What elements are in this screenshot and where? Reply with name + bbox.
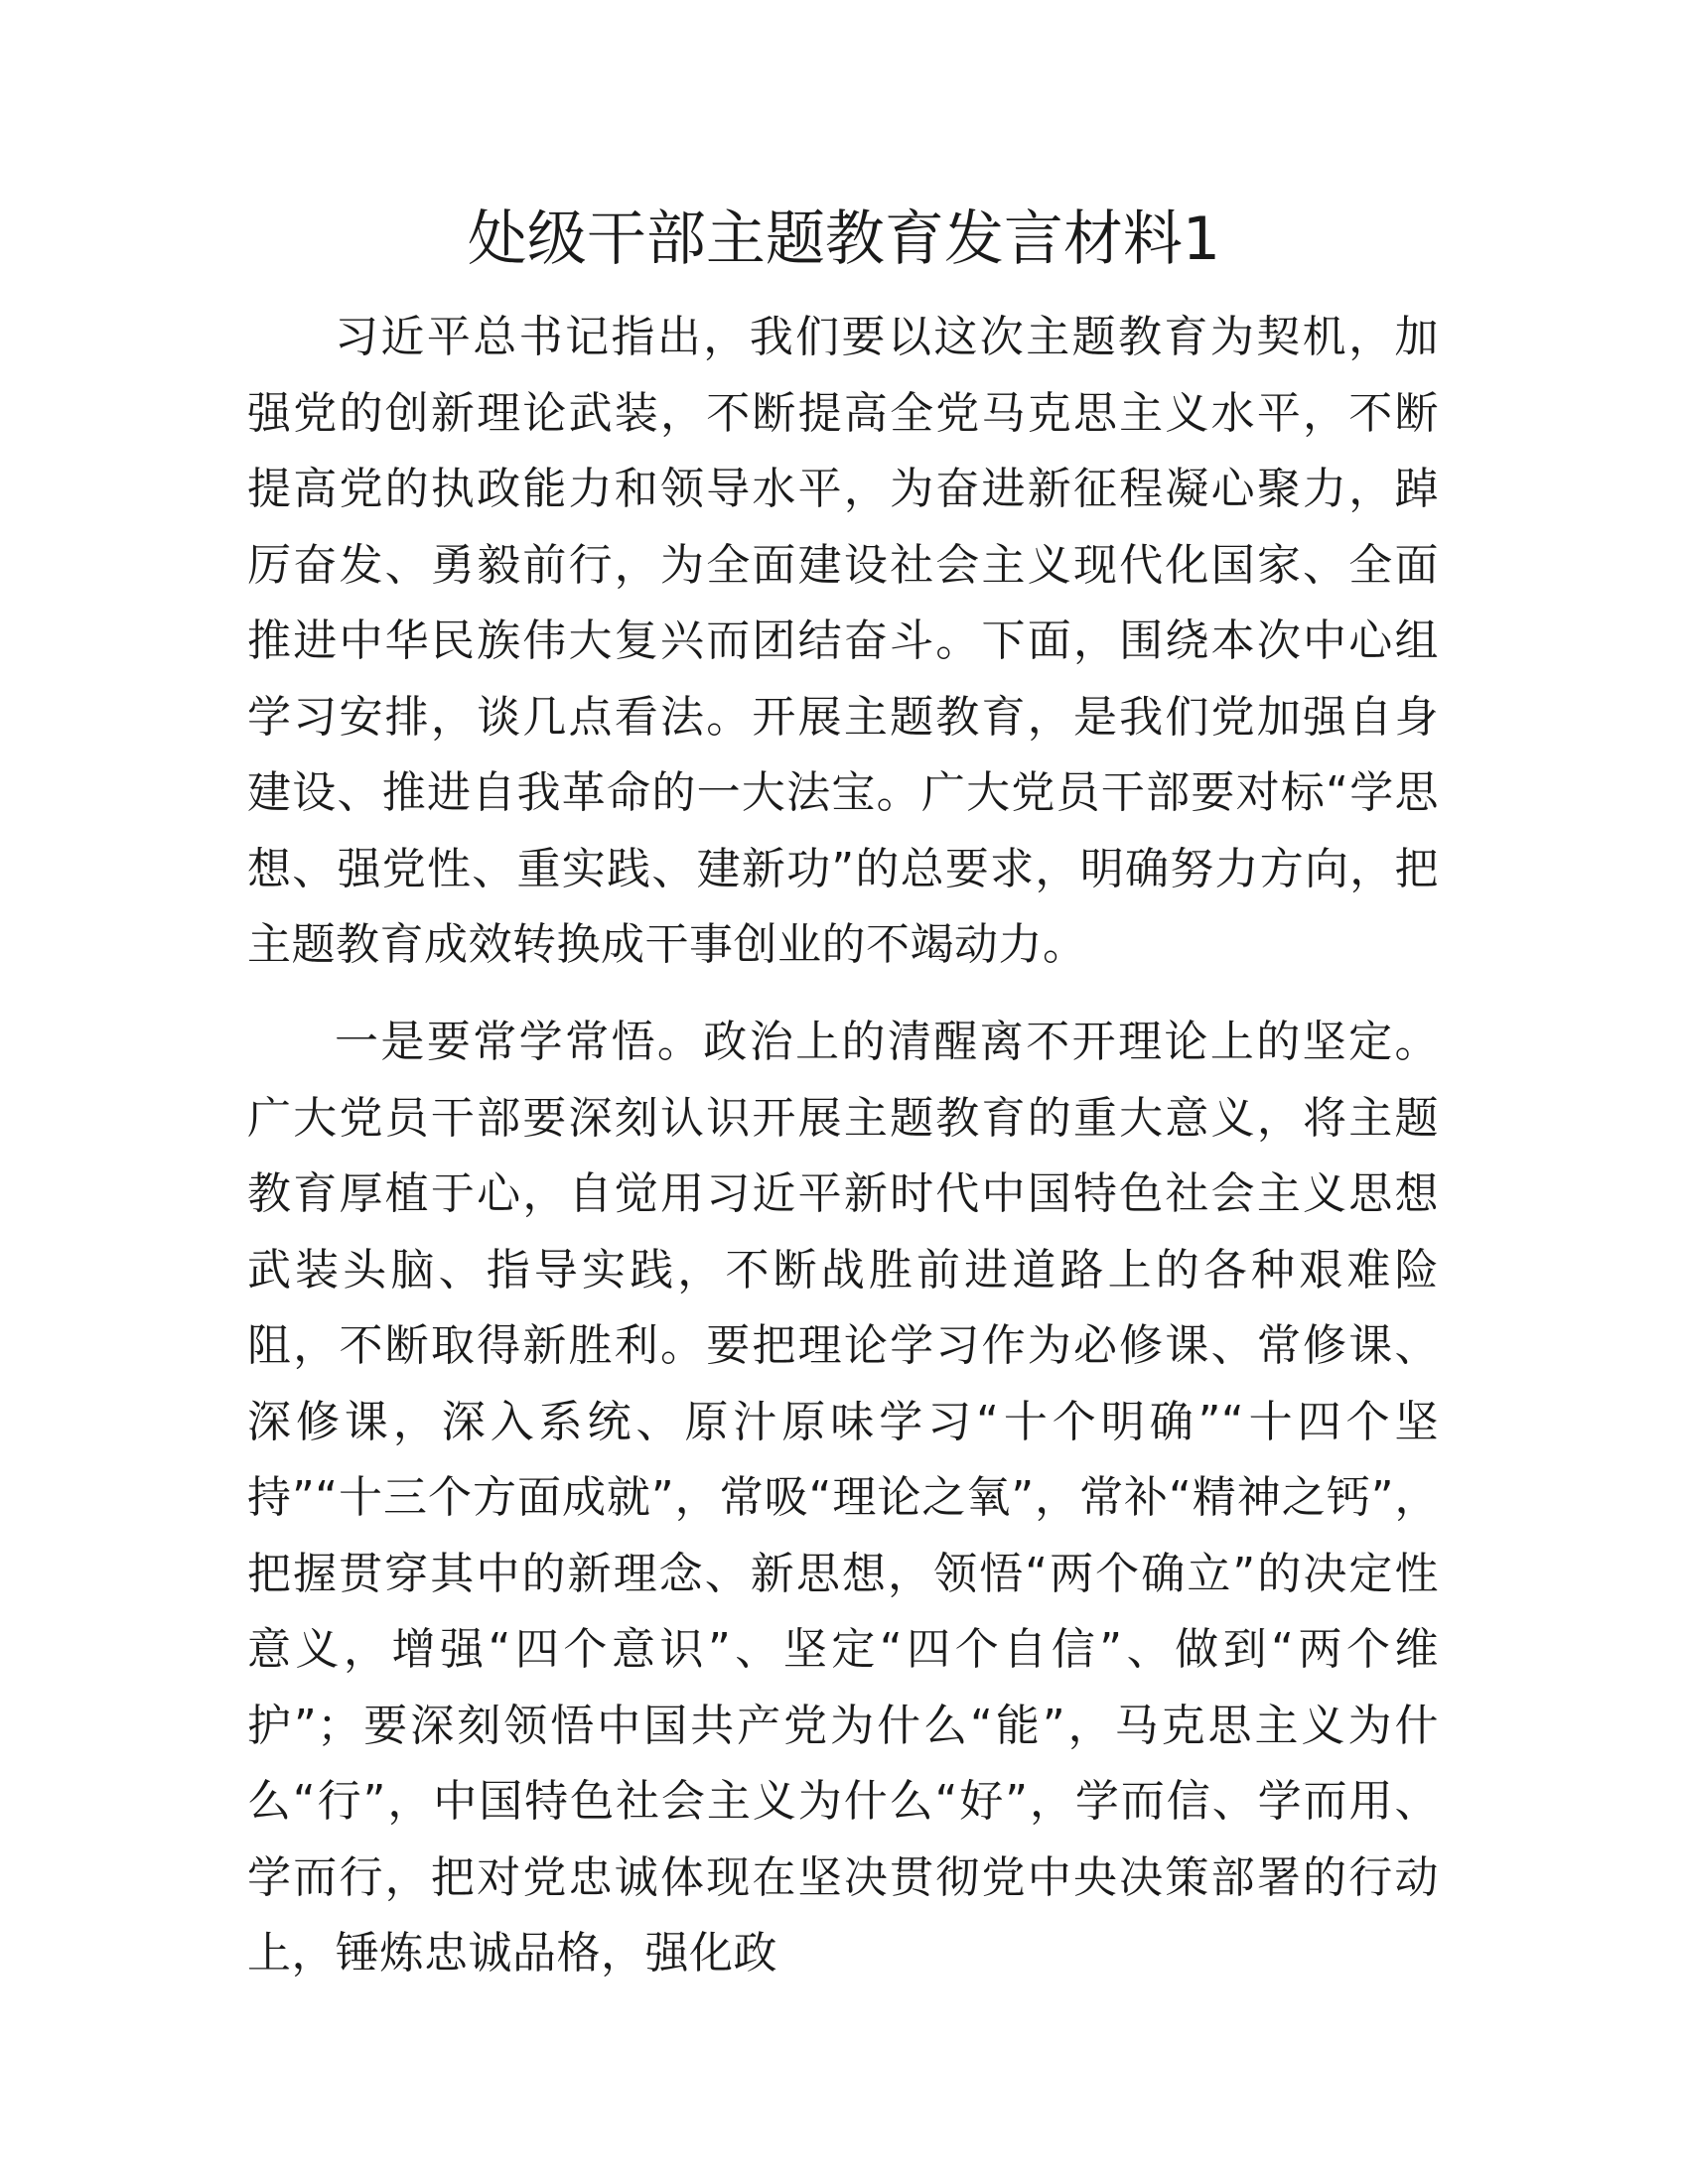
paragraph-intro: 习近平总书记指出，我们要以这次主题教育为契机，加强党的创新理论武装，不断提高全党马克思主义水平，不断提高党的执政能力和领导水平，为奋进新征程凝心聚力，踔厉奋发、勇毅前行，为全面建设社会主义现代化国家、全面推进中华民族伟大复兴而团结奋斗。下面，围绕本次中心组学习安排，谈几点看法。开展主题教育，是我们党加强自身建设、推进自我革命的一大法宝。广大党员干部要对标“学思想、强党性、重实践、建新功”的总要求，明确努力方向，把主题教育成效转换成干事创业的不竭动力。 xyxy=(247,312,1439,970)
paragraph-point-one: 一是要常学常悟。政治上的清醒离不开理论上的坚定。广大党员干部要深刻认识开展主题教育的重大意义，将主题教育厚植于心，自觉用习近平新时代中国特色社会主义思想武装头脑、指导实践，不断战胜前进道路上的各种艰难险阻，不断取得新胜利。要把理论学习作为必修课、常修课、深修课，深入系统、原汁原味学习“十个明确”“十四个坚持”“十三个方面成就”，常吸“理论之氧”，常补“精神之钙”，把握贯穿其中的新理念、新思想，领悟“两个确立”的决定性意义，增强“四个意识”、坚定“四个自信”、做到“两个维护”；要深刻领悟中国共产党为什么“能”，马克思主义为什么“行”，中国特色社会主义为什么“好”，学而信、学而用、学而行，把对党忠诚体现在坚决贯彻党中央决策部署的行动上，锤炼忠诚品格，强化政 xyxy=(247,1017,1439,1979)
document-title: 处级干部主题教育发言材料1 xyxy=(467,205,1221,274)
